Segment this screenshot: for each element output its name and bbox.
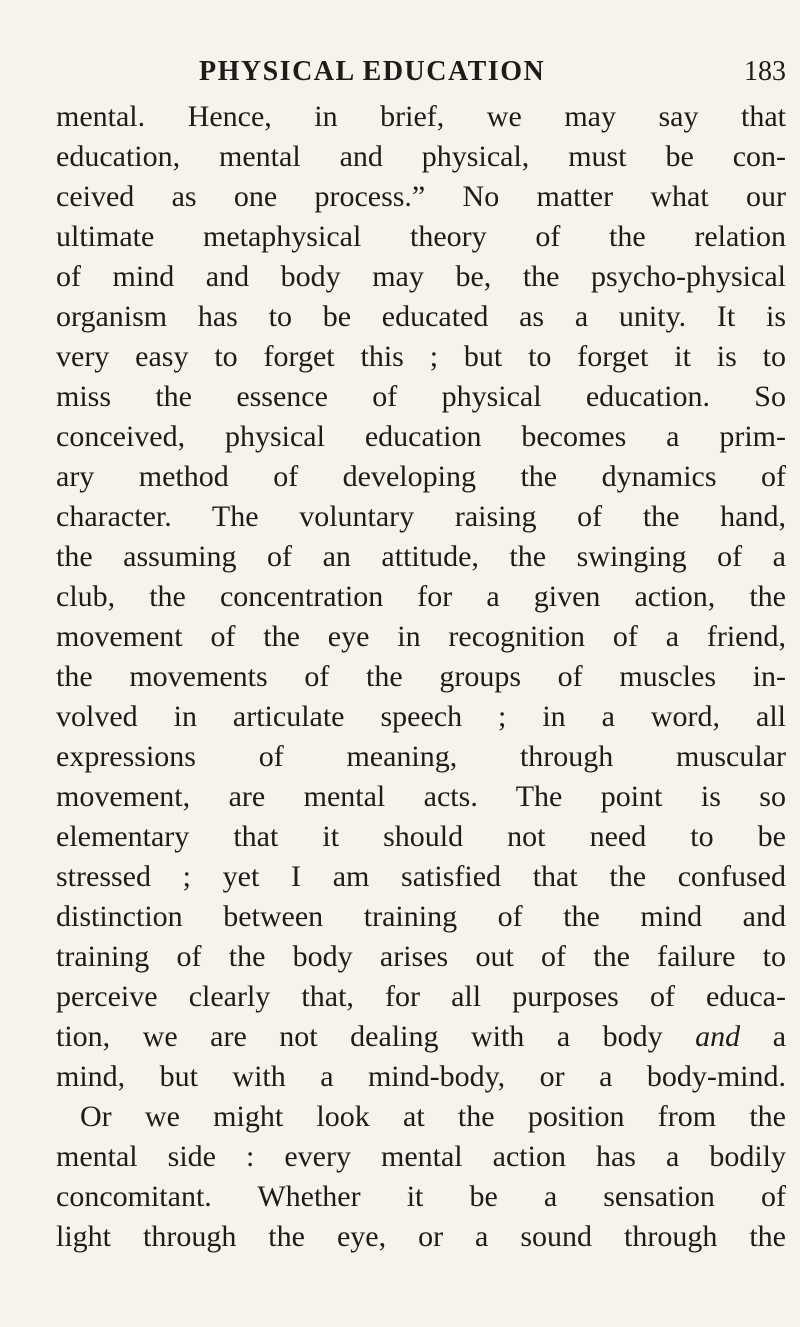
text-line: training of the body arises out of the failure to: [56, 940, 786, 973]
text-line: character. The voluntary raising of the hand,: [56, 500, 786, 533]
text-line: club, the concentration for a given action, the: [56, 580, 786, 613]
text-line: perceive clearly that, for all purposes of educa-: [56, 980, 786, 1013]
paragraph-first-line: Or we might look at the position from the: [80, 1100, 786, 1133]
text-line: movement of the eye in recognition of a friend,: [56, 620, 786, 653]
text-line: ultimate metaphysical theory of the relation: [56, 220, 786, 253]
text-line: education, mental and physical, must be con-: [56, 140, 786, 173]
body-text: [56, 97, 786, 1257]
text-line: conceived, physical education becomes a prim-: [56, 420, 786, 453]
text-line-tail: a: [772, 1020, 787, 1053]
text-line: ary method of developing the dynamics of: [56, 460, 786, 493]
text-line: the assuming of an attitude, the swinging of a: [56, 540, 786, 573]
text-line-with-italic: [56, 1017, 786, 1057]
page-number: 183: [744, 56, 786, 87]
text-line: concomitant. Whether it be a sensation of: [56, 1180, 786, 1213]
text-line: elementary that it should not need to be: [56, 820, 786, 853]
text-line: very easy to forget this ; but to forget it is to: [56, 340, 786, 373]
text-line: expressions of meaning, through muscular: [56, 740, 786, 773]
text-line: distinction between training of the mind and: [56, 900, 786, 933]
text-line: movement, are mental acts. The point is so: [56, 780, 786, 813]
text-line-lead: tion, we are not dealing with a body: [56, 1020, 663, 1053]
text-line: the movements of the groups of muscles in-: [56, 660, 786, 693]
running-head: [56, 52, 786, 92]
text-line: mental side : every mental action has a bodily: [56, 1140, 786, 1173]
text-line: mind, but with a mind-body, or a body-mind.: [56, 1060, 786, 1093]
running-head-title: PHYSICAL EDUCATION: [199, 56, 546, 87]
text-line: of mind and body may be, the psycho-physical: [56, 260, 786, 293]
text-line: volved in articulate speech ; in a word, all: [56, 700, 786, 733]
text-line: light through the eye, or a sound through the: [56, 1220, 786, 1253]
text-line: stressed ; yet I am satisfied that the confused: [56, 860, 786, 893]
italic-word: and: [695, 1020, 741, 1053]
text-line: organism has to be educated as a unity. It is: [56, 300, 786, 333]
text-line: mental. Hence, in brief, we may say that: [56, 100, 786, 133]
text-line: miss the essence of physical education. So: [56, 380, 786, 413]
text-line: ceived as one process.” No matter what our: [56, 180, 786, 213]
